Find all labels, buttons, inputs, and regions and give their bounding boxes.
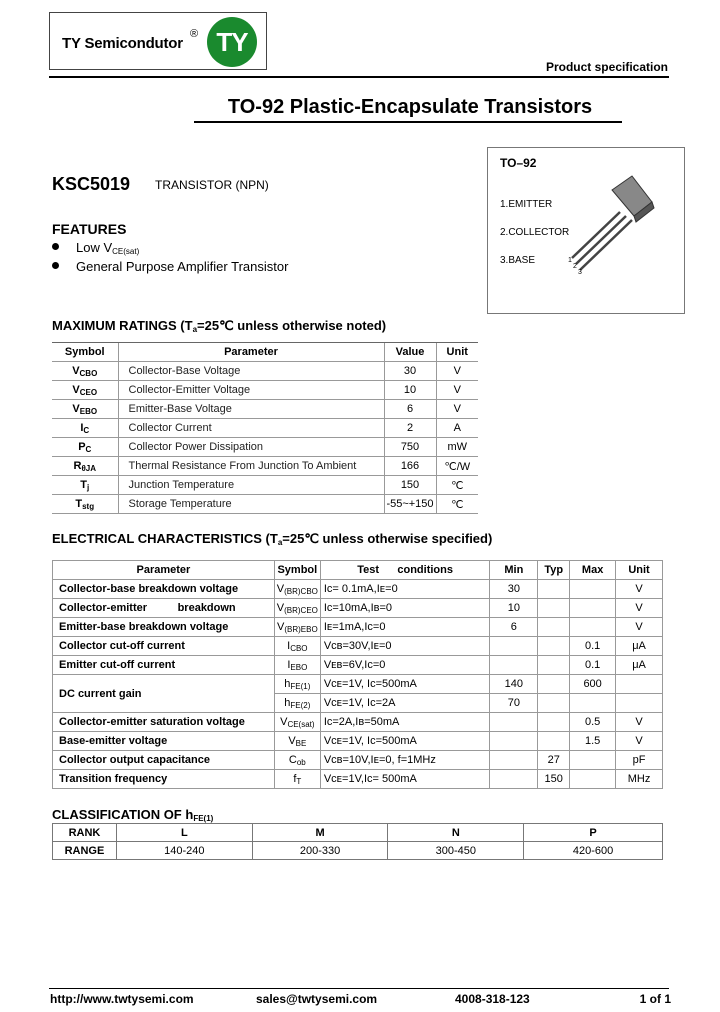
symbol-main: T [75, 497, 83, 510]
symbol-subscript: CE(sat) [287, 719, 315, 729]
table-header-row: Symbol Parameter Value Unit [52, 343, 478, 362]
unit-cell: ℃ [436, 495, 478, 514]
unit-cell: V [436, 362, 478, 381]
table-row [53, 599, 663, 618]
parameter-cell: Emitter cut-off current [53, 656, 275, 675]
max-cell: 0.1 [570, 656, 616, 675]
min-cell: 30 [490, 580, 538, 599]
condition-cell: Vᴄʙ=10V,Iᴇ=0, f=1MHz [320, 751, 490, 770]
parameter-cell: Emitter-Base Voltage [118, 400, 384, 419]
symbol-subscript: j [87, 482, 90, 492]
unit-cell: MHz [616, 770, 663, 789]
electrical-heading: ELECTRICAL CHARACTERISTICS ($T_a=25℃$ unless otherwise specified) [52, 531, 493, 547]
parameter-cell: Thermal Resistance From Junction To Ambient [118, 457, 384, 476]
symbol-cell [274, 580, 320, 599]
max-cell [570, 599, 616, 618]
parameter-cell: DC current gain [53, 675, 275, 713]
table-row: RANGE 140-240 200-330 300-450 420-600 [53, 842, 663, 860]
condition-cell: Iᴄ=10mA,Iʙ=0 [320, 599, 490, 618]
symbol-cell [52, 457, 118, 476]
condition-cell: Iᴄ= 0.1mA,Iᴇ=0 [320, 580, 490, 599]
table-row [53, 751, 663, 770]
symbol-main: h [284, 696, 291, 709]
classification-heading: CLASSIFICATION OF $h_{FE(1)}$ [52, 807, 214, 823]
unit-cell: ℃/W [436, 457, 478, 476]
parameter-cell: Storage Temperature [118, 495, 384, 514]
footer-rule [49, 988, 669, 989]
min-cell [490, 713, 538, 732]
value-cell: 2 [384, 419, 436, 438]
unit-cell: V [436, 400, 478, 419]
symbol-main: V [72, 402, 80, 415]
pin-label: 2.COLLECTOR [500, 227, 570, 238]
symbol-subscript: (BR)CBO [284, 586, 318, 596]
unit-cell: μA [616, 656, 663, 675]
max-cell: 0.1 [570, 637, 616, 656]
symbol-main: T [80, 478, 87, 491]
condition-cell: Iᴇ=1mA,Iᴄ=0 [320, 618, 490, 637]
symbol-main: V [72, 364, 80, 377]
phone-number: 4008-318-123 [455, 992, 530, 1006]
table-row [52, 476, 478, 495]
typ-cell [538, 713, 570, 732]
parameter-cell: Collector Power Dissipation [118, 438, 384, 457]
registered-mark: ® [190, 28, 199, 40]
symbol-cell [274, 637, 320, 656]
parameter-cell: Collector-base breakdown voltage [53, 580, 275, 599]
max-cell: 1.5 [570, 732, 616, 751]
symbol-main: I [287, 639, 291, 652]
pin-label: 1.EMITTER [500, 199, 553, 210]
max-cell [570, 580, 616, 599]
parameter-cell: Transition frequency [53, 770, 275, 789]
max-ratings-table [52, 342, 478, 514]
min-cell: 70 [490, 694, 538, 713]
condition-cell: Vᴄᴇ=1V, Iᴄ=500mA [320, 675, 490, 694]
svg-text:3: 3 [578, 269, 582, 276]
unit-cell: V [436, 381, 478, 400]
symbol-cell [274, 675, 320, 694]
max-cell: 600 [570, 675, 616, 694]
typ-cell [538, 599, 570, 618]
condition-cell: Vᴇʙ=6V,Iᴄ=0 [320, 656, 490, 675]
svg-text:1: 1 [568, 257, 572, 264]
symbol-subscript: BE [295, 738, 307, 748]
to92-package-icon [560, 168, 670, 278]
table-row [52, 419, 478, 438]
typ-cell [538, 732, 570, 751]
min-cell [490, 770, 538, 789]
unit-cell: V [616, 618, 663, 637]
header-rule [49, 76, 669, 78]
table-row [52, 381, 478, 400]
symbol-cell [274, 694, 320, 713]
value-cell: 30 [384, 362, 436, 381]
symbol-cell [274, 751, 320, 770]
symbol-cell [52, 438, 118, 457]
symbol-main: I [287, 658, 291, 671]
unit-cell [616, 694, 663, 713]
symbol-subscript: EBO [290, 662, 308, 672]
page-title: TO-92 Plastic-Encapsulate Transistors [227, 96, 593, 118]
table-row [53, 770, 663, 789]
feature-item: General Purpose Amplifier Transistor [52, 259, 288, 274]
value-cell: 150 [384, 476, 436, 495]
symbol-subscript: θJA [81, 463, 96, 473]
min-cell [490, 637, 538, 656]
feature-item: Low $V_{CE(sat)}$ [52, 240, 139, 256]
symbol-subscript: CBO [290, 643, 308, 653]
typ-cell [538, 580, 570, 599]
typ-cell [538, 656, 570, 675]
typ-cell: 27 [538, 751, 570, 770]
table-row [52, 362, 478, 381]
symbol-cell [52, 419, 118, 438]
min-cell: 10 [490, 599, 538, 618]
table-row [53, 618, 663, 637]
condition-cell: Vᴄᴇ=1V, Iᴄ=2A [320, 694, 490, 713]
symbol-main: V [276, 601, 285, 614]
value-cell: 10 [384, 381, 436, 400]
unit-cell: V [616, 732, 663, 751]
max-cell [570, 770, 616, 789]
typ-cell [538, 637, 570, 656]
min-cell: 140 [490, 675, 538, 694]
parameter-cell: Collector-Base Voltage [118, 362, 384, 381]
symbol-subscript: (BR)CEO [284, 605, 318, 615]
table-row [53, 675, 663, 694]
value-cell: 750 [384, 438, 436, 457]
pin-label: 3.BASE [500, 255, 536, 266]
symbol-cell [274, 732, 320, 751]
min-cell [490, 732, 538, 751]
table-row [53, 656, 663, 675]
unit-cell: μA [616, 637, 663, 656]
symbol-cell [274, 656, 320, 675]
min-cell [490, 751, 538, 770]
symbol-cell [274, 618, 320, 637]
symbol-cell [52, 381, 118, 400]
symbol-subscript: stg [82, 501, 95, 511]
parameter-cell: Collector cut-off current [53, 637, 275, 656]
svg-text:2: 2 [573, 263, 577, 270]
condition-cell: Iᴄ=2A,Iʙ=50mA [320, 713, 490, 732]
symbol-main: f [293, 772, 297, 785]
classification-table [52, 823, 663, 860]
page-number: 1 of 1 [639, 992, 671, 1006]
parameter-cell: Collector-emitter breakdown [53, 599, 275, 618]
unit-cell: V [616, 599, 663, 618]
symbol-main: P [78, 440, 86, 453]
parameter-cell: Emitter-base breakdown voltage [53, 618, 275, 637]
typ-cell [538, 618, 570, 637]
company-logo-icon: TY [207, 17, 257, 67]
symbol-cell [52, 476, 118, 495]
symbol-cell [52, 495, 118, 514]
website-link[interactable]: http://www.twtysemi.com [50, 992, 194, 1006]
parameter-cell: Collector-emitter saturation voltage [53, 713, 275, 732]
unit-cell: V [616, 580, 663, 599]
parameter-cell: Collector-Emitter Voltage [118, 381, 384, 400]
part-number: KSC5019 [52, 174, 131, 194]
symbol-main: V [72, 383, 80, 396]
table-row [53, 713, 663, 732]
condition-cell: Vᴄᴇ=1V, Iᴄ=500mA [320, 732, 490, 751]
symbol-cell [52, 362, 118, 381]
max-cell [570, 694, 616, 713]
symbol-main: C [288, 753, 297, 766]
symbol-subscript: C [83, 425, 90, 435]
email-link[interactable]: sales@twtysemi.com [256, 992, 378, 1006]
min-cell [490, 656, 538, 675]
title-underline [194, 121, 622, 123]
condition-cell: Vᴄʙ=30V,Iᴇ=0 [320, 637, 490, 656]
symbol-cell [274, 599, 320, 618]
unit-cell: mW [436, 438, 478, 457]
value-cell: -55~+150 [384, 495, 436, 514]
symbol-subscript: FE(2) [290, 700, 311, 710]
symbol-subscript: C [85, 444, 92, 454]
max-ratings-heading: MAXIMUM RATINGS ($T_a=25℃$ unless otherwise noted) [52, 318, 387, 334]
value-cell: 166 [384, 457, 436, 476]
table-row [53, 637, 663, 656]
table-row [53, 580, 663, 599]
symbol-subscript: CBO [79, 368, 98, 378]
symbol-main: V [276, 582, 285, 595]
bullet-icon [52, 262, 59, 269]
table-row [52, 400, 478, 419]
product-specification-label: Product specification [545, 60, 668, 74]
table-header-row: Parameter Symbol Test conditions Min Typ Max Unit [53, 561, 663, 580]
symbol-cell [52, 400, 118, 419]
symbol-main: h [284, 677, 291, 690]
unit-cell: V [616, 713, 663, 732]
symbol-main: V [276, 620, 285, 633]
symbol-cell [274, 713, 320, 732]
electrical-table [52, 560, 663, 789]
parameter-cell: Collector output capacitance [53, 751, 275, 770]
table-row: RANK L M N P [53, 824, 663, 842]
condition-cell: Vᴄᴇ=1V,Iᴄ= 500mA [320, 770, 490, 789]
symbol-main: R [73, 459, 82, 472]
part-description: TRANSISTOR (NPN) [155, 178, 269, 192]
typ-cell [538, 694, 570, 713]
unit-cell [616, 675, 663, 694]
max-cell [570, 618, 616, 637]
table-row [52, 438, 478, 457]
symbol-subscript: EBO [79, 406, 98, 416]
features-heading: FEATURES [52, 221, 127, 237]
parameter-cell: Base-emitter voltage [53, 732, 275, 751]
package-title: TO–92 [500, 156, 537, 170]
symbol-subscript: (BR)EBO [284, 624, 318, 634]
min-cell: 6 [490, 618, 538, 637]
table-row [52, 457, 478, 476]
symbol-main: V [288, 734, 296, 747]
unit-cell: A [436, 419, 478, 438]
max-cell [570, 751, 616, 770]
typ-cell: 150 [538, 770, 570, 789]
symbol-subscript: T [296, 776, 302, 786]
symbol-subscript: ob [296, 757, 306, 767]
table-row [53, 732, 663, 751]
unit-cell: ℃ [436, 476, 478, 495]
unit-cell: pF [616, 751, 663, 770]
parameter-cell: Junction Temperature [118, 476, 384, 495]
value-cell: 6 [384, 400, 436, 419]
bullet-icon [52, 243, 59, 250]
table-row [52, 495, 478, 514]
symbol-subscript: CEO [79, 387, 98, 397]
symbol-main: I [80, 421, 84, 434]
company-name: TY Semicondutor [62, 35, 183, 52]
symbol-main: V [280, 715, 288, 728]
symbol-cell [274, 770, 320, 789]
parameter-cell: Collector Current [118, 419, 384, 438]
max-cell: 0.5 [570, 713, 616, 732]
typ-cell [538, 675, 570, 694]
symbol-subscript: FE(1) [290, 681, 311, 691]
